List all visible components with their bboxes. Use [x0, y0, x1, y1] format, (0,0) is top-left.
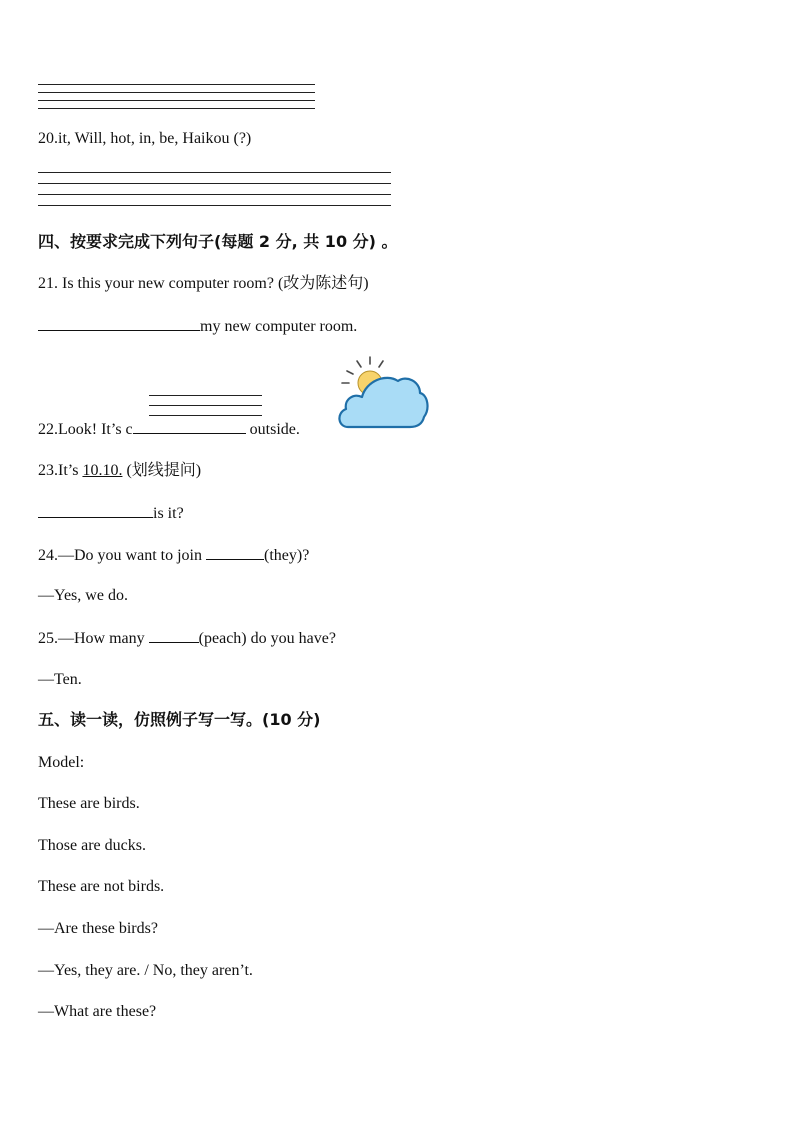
writing-line[interactable]	[38, 84, 315, 85]
question-24-suffix: (they)?	[264, 547, 310, 564]
writing-line[interactable]	[149, 395, 262, 396]
question-24	[38, 545, 309, 566]
question-23-prefix: 23.It’s	[38, 462, 83, 479]
writing-line[interactable]	[149, 405, 262, 406]
underlined-time: 10.10.	[82, 462, 123, 479]
question-23	[38, 461, 201, 481]
question-22-suffix: outside.	[245, 421, 300, 438]
model-line: —Are these birds?	[38, 920, 158, 937]
answer-blank[interactable]	[38, 503, 153, 518]
writing-line[interactable]	[38, 205, 391, 206]
question-22	[38, 419, 300, 440]
writing-line[interactable]	[38, 194, 391, 195]
model-line: These are birds.	[38, 795, 140, 812]
model-line: —What are these?	[38, 1003, 157, 1020]
writing-line[interactable]	[38, 172, 391, 173]
question-24-prefix: 24.—Do you want to join	[38, 547, 206, 564]
writing-line[interactable]	[38, 108, 315, 109]
writing-line[interactable]	[38, 183, 391, 184]
model-line: These are not birds.	[38, 878, 165, 895]
model-label: Model:	[38, 754, 85, 771]
writing-line[interactable]	[38, 100, 315, 101]
answer-blank[interactable]	[149, 628, 199, 643]
answer-suffix: is it?	[153, 505, 184, 522]
question-21-prompt: 21. Is this your new computer room? (改为陈述句)	[38, 275, 369, 292]
answer-blank[interactable]	[133, 419, 246, 434]
model-line: Those are ducks.	[38, 837, 146, 854]
cloud-sun-icon	[334, 355, 430, 435]
answer-blank[interactable]	[38, 316, 200, 331]
question-21-answer	[38, 316, 357, 337]
question-25	[38, 628, 336, 649]
model-line: —Yes, they are. / No, they aren’t.	[38, 962, 253, 979]
section-4-heading: 四、按要求完成下列句子(每题 2 分, 共 10 分) 。	[38, 232, 398, 251]
answer-blank[interactable]	[206, 545, 264, 560]
question-23-answer	[38, 503, 184, 524]
question-24-reply: —Yes, we do.	[38, 587, 128, 604]
writing-line[interactable]	[38, 92, 315, 93]
question-25-suffix: (peach) do you have?	[198, 630, 336, 647]
question-22-prefix: 22.Look! It’s c	[38, 421, 133, 438]
question-23-suffix: (划线提问)	[122, 462, 202, 479]
section-5-heading: 五、读一读，仿照例子写一写。(10 分)	[38, 710, 321, 729]
question-25-prefix: 25.—How many	[38, 630, 149, 647]
answer-suffix: my new computer room.	[200, 318, 358, 335]
question-25-reply: —Ten.	[38, 671, 82, 688]
writing-line[interactable]	[149, 415, 262, 416]
question-20: 20.it, Will, hot, in, be, Haikou (?)	[38, 130, 252, 147]
